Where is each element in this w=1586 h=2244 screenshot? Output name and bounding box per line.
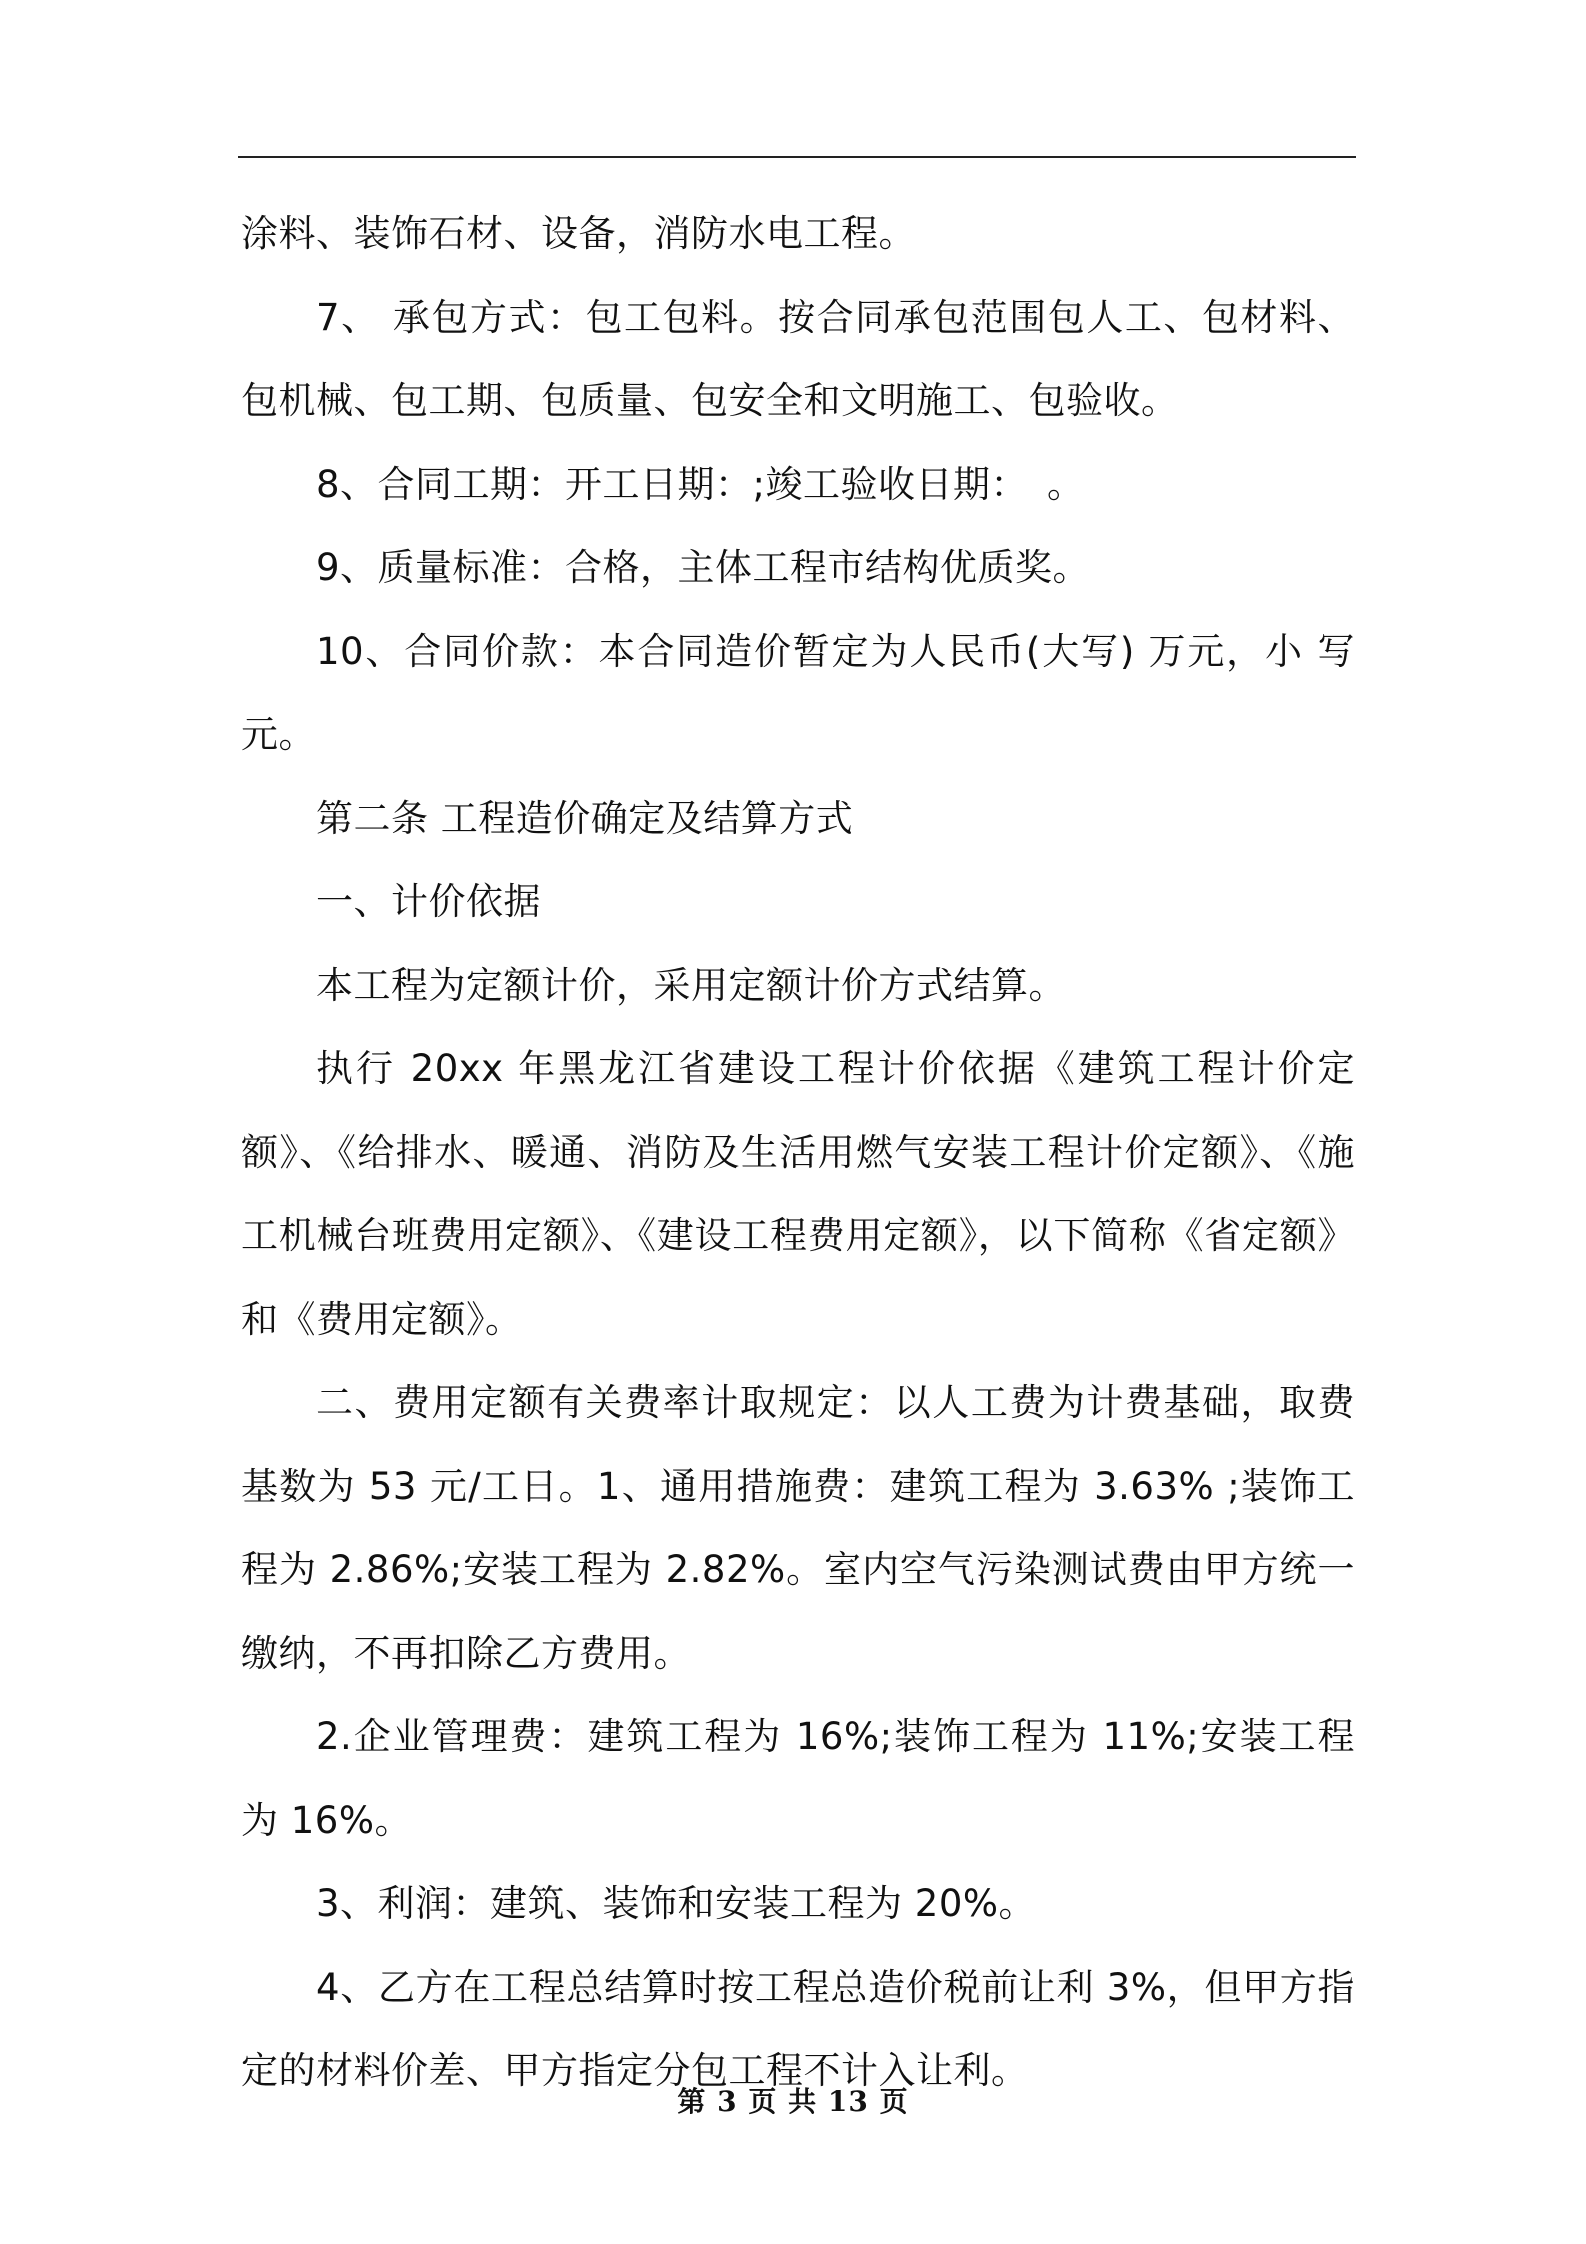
header-divider bbox=[238, 156, 1356, 158]
page-number-footer: 第 3 页 共 13 页 bbox=[677, 2085, 909, 2118]
section-heading: 第二条 工程造价确定及结算方式 bbox=[316, 796, 854, 840]
paragraph: 2.企业管理费：建筑工程为 16%;装饰工程为 11%;安装工程为 16%。 bbox=[241, 1715, 1355, 1842]
subsection-heading: 一、计价依据 bbox=[316, 880, 541, 923]
paragraph: 4、乙方在工程总结算时按工程总造价税前让利 3%，但甲方指定的材料价差、甲方指定分包工程不计入让利。 bbox=[241, 1965, 1355, 2092]
document-body bbox=[241, 192, 1355, 2113]
paragraph: 8、合同工期：开工日期：;竣工验收日期： 。 bbox=[316, 462, 1085, 506]
paragraph: 二、费用定额有关费率计取规定：以人工费为计费基础，取费基数为 53 元/工日。1、通用措施费：建筑工程为 3.63% ;装饰工程为 2.86%;安装工程为 2.82%。室内空气污染测试费由甲方统一缴纳，不再扣除乙方费用。 bbox=[241, 1381, 1355, 1675]
paragraph: 9、质量标准：合格，主体工程市结构优质奖。 bbox=[316, 546, 1091, 589]
paragraph: 执行 20xx 年黑龙江省建设工程计价依据《建筑工程计价定额》、《给排水、暖通、消防及生活用燃气安装工程计价定额》、《施工机械台班费用定额》、《建设工程费用定额》，以下简称《省定额》和《费用定额》。 bbox=[241, 1047, 1355, 1341]
paragraph: 7、 承包方式：包工包料。按合同承包范围包人工、包材料、包机械、包工期、包质量、包安全和文明施工、包验收。 bbox=[241, 295, 1355, 422]
paragraph: 涂料、装饰石材、设备，消防水电工程。 bbox=[241, 212, 916, 255]
paragraph: 本工程为定额计价，采用定额计价方式结算。 bbox=[316, 963, 1066, 1007]
paragraph: 10、合同价款：本合同造价暂定为人民币(大写) 万元，小 写 元。 bbox=[241, 629, 1355, 756]
paragraph: 3、利润：建筑、装饰和安装工程为 20%。 bbox=[316, 1882, 1037, 1925]
